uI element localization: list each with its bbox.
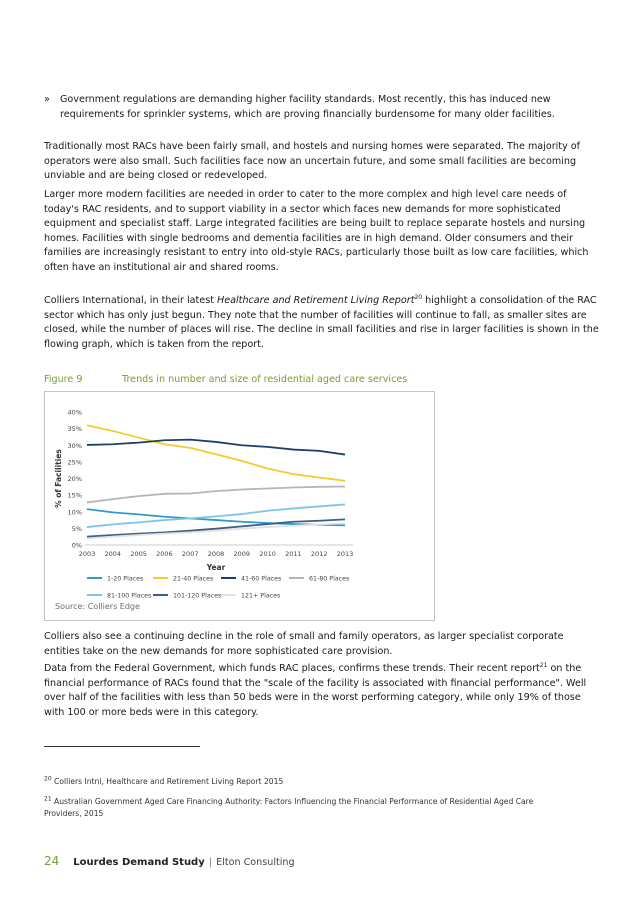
y-tick-label: 15% (67, 491, 82, 500)
footnote-divider (44, 746, 200, 747)
footnote-20-number: 20 (44, 775, 52, 783)
series-line-1 (87, 425, 345, 481)
legend-label: 121+ Places (241, 592, 281, 600)
footnote-20-text: Colliers Intnl, Healthcare and Retirement Living Report 2015 (51, 777, 284, 786)
legend-label: 1-20 Places (107, 575, 144, 583)
x-tick-label: 2009 (233, 550, 251, 558)
figure-caption (44, 374, 407, 385)
y-axis-title: % of Facilities (54, 449, 63, 508)
x-tick-label: 2006 (156, 550, 173, 558)
paragraph-3-text-a: Colliers International, in their latest (44, 295, 218, 306)
footnote-21-number: 21 (44, 795, 52, 803)
y-tick-label: 10% (67, 508, 82, 517)
bullet-text: Government regulations are demanding higher facility standards. Most recently, this has induced new requirements for sprinkler systems, which are proving financially burdensome for many older facilities. (60, 94, 555, 120)
paragraph-2: Larger more modern facilities are needed in order to cater to the more complex and high level care needs of today's RAC residents, and to support viability in a sector which faces new demands for more sophisticated equipment and specialist staff. Large integrated facilities are being built to replace separate hostels and nursing homes. Facilities with single bedrooms and dementia facilities are in high demand. Older consumers and their families are increasingly resistant to entry into old-style RACs, particularly those built as low care facilities, which often have an institutional air and shared rooms. (44, 189, 589, 273)
legend-label: 101-120 Places (173, 592, 222, 600)
y-tick-label: 5% (71, 524, 82, 533)
y-tick-label: 30% (67, 441, 82, 450)
x-axis-title: Year (206, 563, 226, 572)
paragraph-3-text-b: highlight a consolidation of the RAC sector which has only just begun. They note that the number of facilities will continue to fall, as smaller sites are closed, while the number of places will rise. The decline in small facilities and rise in larger facilities is shown in the flowing graph, which is taken from the report. (44, 295, 599, 350)
x-tick-label: 2010 (259, 550, 276, 558)
x-tick-label: 2003 (78, 550, 96, 558)
y-tick-label: 35% (67, 425, 82, 434)
page-footer (44, 854, 295, 868)
series-line-3 (87, 486, 345, 502)
x-tick-label: 2012 (310, 550, 328, 558)
footnote-21-text: Australian Government Aged Care Financing Authority: Factors Influencing the Financial Performance of Residential Aged Care Providers, 2015 (44, 797, 534, 818)
paragraph-5-text-b: on the financial performance of RACs found that the "scale of the facility is associated with financial performance". Well over half of the facilities with less than 50 beds were in the worst performing category, while only 19% of those with 100 or more beds were in this category. (44, 663, 587, 718)
series-line-2 (87, 440, 345, 455)
report-title: Healthcare and Retirement Living Report (217, 295, 415, 306)
y-tick-label: 40% (67, 408, 82, 417)
series-line-5 (87, 519, 345, 536)
x-tick-label: 2013 (336, 550, 354, 558)
footnote-ref-21: 21 (539, 661, 548, 669)
figure-title: Trends in number and size of residential aged care services (122, 374, 408, 385)
document-title: Lourdes Demand Study (73, 857, 205, 868)
bullet-mark: » (44, 94, 50, 105)
x-tick-label: 2005 (130, 550, 147, 558)
y-tick-label: 25% (67, 458, 82, 467)
bullet-point (44, 93, 600, 122)
figure-number: Figure 9 (44, 374, 83, 385)
line-chart (45, 392, 434, 620)
page-number: 24 (44, 854, 60, 868)
series-line-6 (87, 523, 345, 538)
y-tick-label: 20% (67, 475, 82, 483)
paragraph-5-text-a: Data from the Federal Government, which funds RAC places, confirms these trends. Their recent report (44, 663, 540, 674)
footnote-20 (44, 776, 564, 788)
company-name: Elton Consulting (216, 857, 295, 868)
paragraph-1: Traditionally most RACs have been fairly small, and hostels and nursing homes were separated. The majority of operators were also small. Such facilities face now an uncertain future, and some small facilities are becoming unviable and are being closed or redeveloped. (44, 141, 581, 182)
y-tick-label: 0% (71, 541, 82, 550)
footnote-21 (44, 796, 564, 820)
footer-separator: | (208, 857, 213, 868)
x-tick-label: 2011 (285, 550, 302, 558)
legend-label: 21-40 Places (173, 575, 214, 583)
paragraph-4: Colliers also see a continuing decline in the role of small and family operators, as larger specialist corporate entities take on the new demands for more sophisticated care provision. (44, 631, 564, 657)
footnote-ref-20: 20 (414, 293, 423, 301)
legend-label: 41-60 Places (241, 575, 282, 583)
paragraph-5 (44, 662, 599, 720)
x-tick-label: 2007 (181, 550, 199, 558)
legend-label: 61-80 Places (309, 575, 350, 583)
legend-label: 81-100 Places (107, 592, 152, 600)
x-tick-label: 2008 (207, 550, 225, 558)
x-tick-label: 2004 (104, 550, 122, 558)
chart-source: Source: Colliers Edge (55, 602, 140, 611)
chart-container (44, 391, 435, 621)
paragraph-3 (44, 294, 599, 352)
